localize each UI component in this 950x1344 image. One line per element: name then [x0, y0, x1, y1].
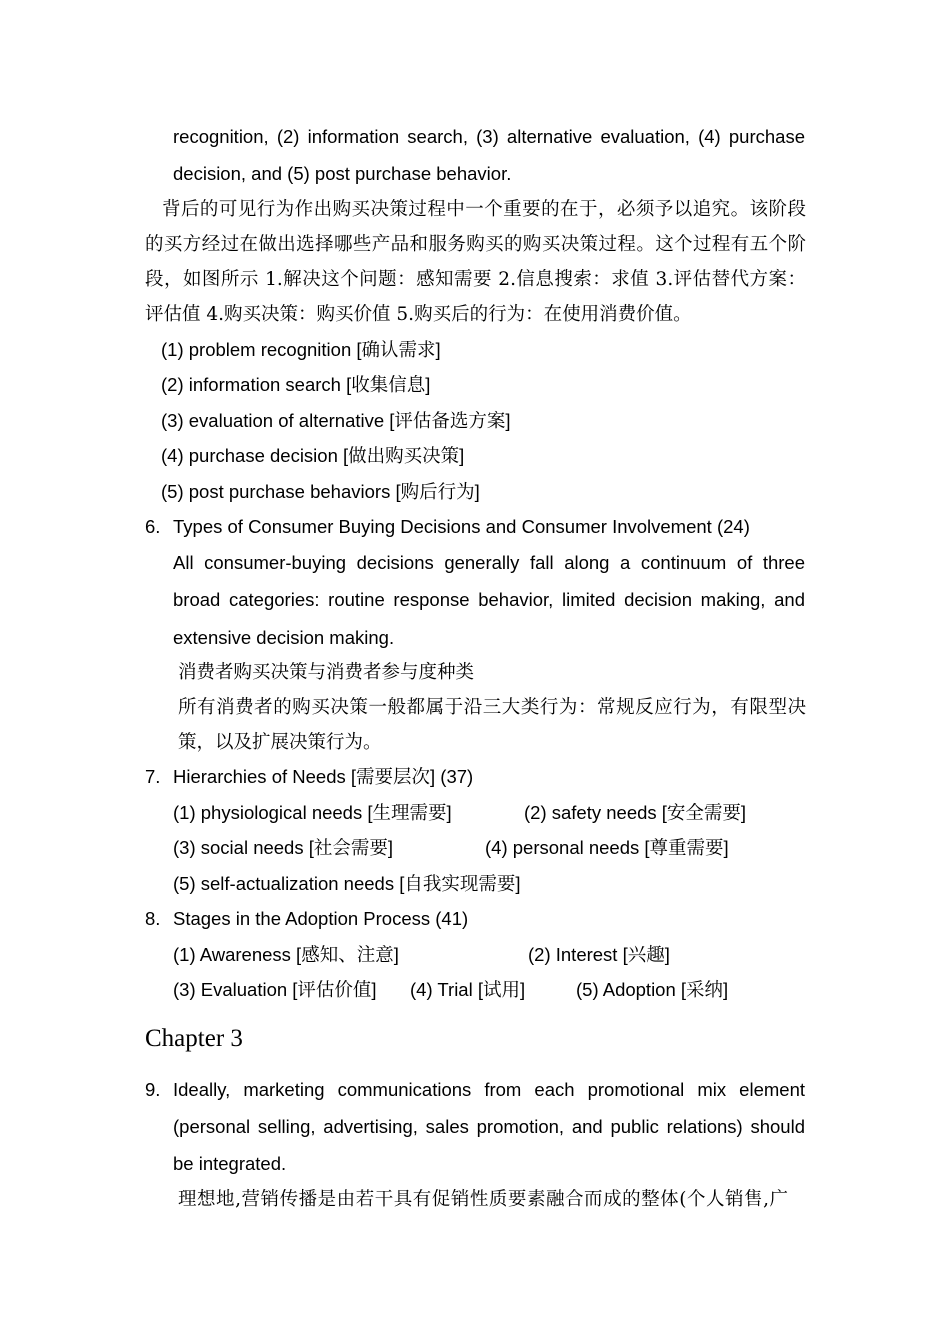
list-item-text: (2) information search [收集信息] — [161, 374, 431, 395]
needs-item: (2) safety needs [安全需要] — [524, 802, 747, 823]
item-number: 7. — [145, 766, 161, 787]
paragraph-line: recognition, (2) information search, (3) alternative evaluation, (4) purchase — [173, 126, 805, 147]
list-item-text: (5) post purchase behaviors [购后行为] — [161, 481, 480, 502]
list-item — [161, 338, 441, 363]
item-title: Hierarchies of Needs [需要层次] (37) — [173, 766, 474, 787]
adoption-stage: (2) Interest [兴趣] — [528, 944, 670, 965]
chinese-paragraph-line: 评估值 4.购买决策：购买价值 5.购买后的行为：在使用消费价值。 — [145, 304, 692, 325]
chinese-paragraph-line: 段，如图所示 1.解决这个问题：感知需要 2.信息搜索：求值 3.评估替代方案： — [145, 269, 806, 290]
chapter-heading: Chapter 3 — [145, 1025, 243, 1052]
chinese-subtitle: 消费者购买决策与消费者参与度种类 — [178, 662, 475, 683]
paragraph-line: All consumer-buying decisions generally fall along a continuum of three — [173, 552, 805, 573]
list-item-text: (3) evaluation of alternative [评估备选方案] — [161, 410, 511, 431]
paragraph-line: (personal selling, advertising, sales promotion, and public relations) should — [173, 1116, 805, 1137]
adoption-stage: (5) Adoption [采纳] — [576, 979, 729, 1000]
chinese-paragraph-line: 所有消费者的购买决策一般都属于沿三大类行为：常规反应行为，有限型决 — [178, 697, 806, 718]
item-title: Types of Consumer Buying Decisions and Consumer Involvement (24) — [173, 516, 750, 537]
chinese-paragraph-line: 背后的可见行为作出购买决策过程中一个重要的在于，必须予以追究。该阶段 — [162, 199, 806, 220]
item-number: 6. — [145, 516, 161, 537]
needs-item: (1) physiological needs [生理需要] — [173, 802, 452, 823]
list-item — [161, 373, 430, 398]
paragraph-line: be integrated. — [173, 1153, 287, 1174]
item-number: 8. — [145, 908, 161, 929]
list-item — [161, 480, 480, 505]
list-item — [161, 409, 511, 434]
chinese-paragraph-line: 策，以及扩展决策行为。 — [178, 732, 382, 753]
item-number: 9. — [145, 1079, 161, 1100]
chinese-paragraph-line: 理想地,营销传播是由若干具有促销性质要素融合而成的整体(个人销售,广 — [178, 1189, 788, 1210]
needs-item: (4) personal needs [尊重需要] — [485, 837, 729, 858]
paragraph-line: decision, and (5) post purchase behavior. — [173, 163, 512, 184]
needs-item: (5) self-actualization needs [自我实现需要] — [173, 873, 521, 894]
list-item-text: (1) problem recognition [确认需求] — [161, 339, 441, 360]
paragraph-line: extensive decision making. — [173, 627, 395, 648]
item-title: Stages in the Adoption Process (41) — [173, 908, 469, 929]
adoption-stage: (1) Awareness [感知、注意] — [173, 944, 399, 965]
adoption-stage: (3) Evaluation [评估价值] — [173, 979, 377, 1000]
chinese-paragraph-line: 的买方经过在做出选择哪些产品和服务购买的购买决策过程。这个过程有五个阶 — [145, 234, 806, 255]
needs-item: (3) social needs [社会需要] — [173, 837, 394, 858]
list-item-text: (4) purchase decision [做出购买决策] — [161, 445, 465, 466]
list-item — [161, 444, 464, 469]
paragraph-line: broad categories: routine response behavior, limited decision making, and — [173, 589, 805, 610]
paragraph-line: Ideally, marketing communications from each promotional mix element — [173, 1079, 805, 1100]
adoption-stage: (4) Trial [试用] — [410, 979, 526, 1000]
